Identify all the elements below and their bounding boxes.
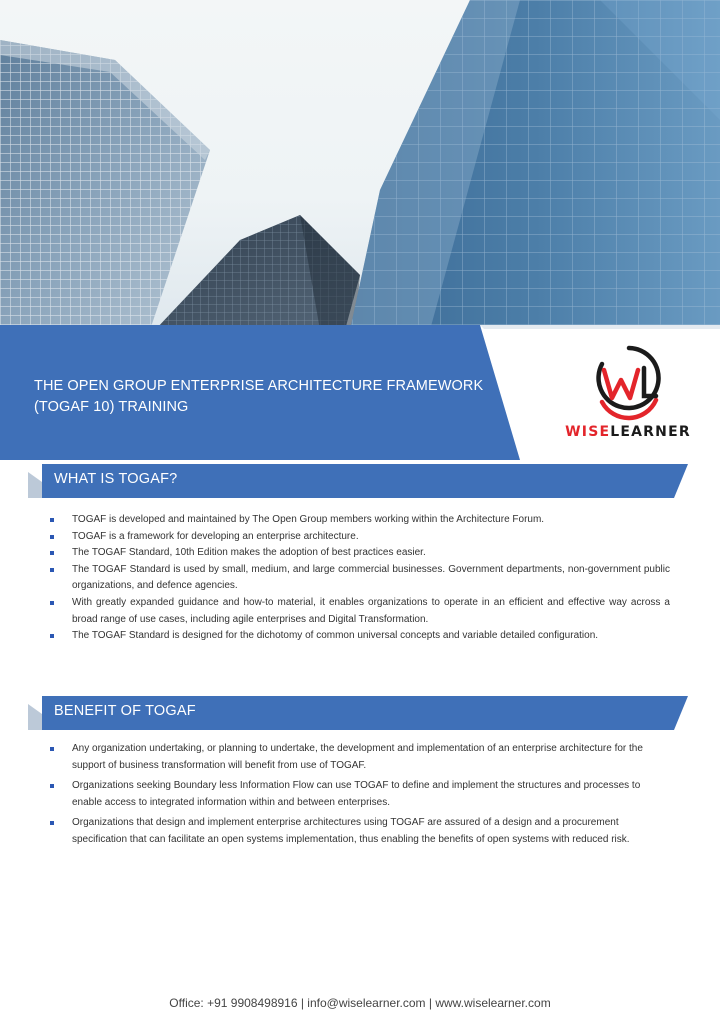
bullet-square-icon xyxy=(50,551,54,555)
section-heading: WHAT IS TOGAF? xyxy=(54,471,178,487)
list-item-text: With greatly expanded guidance and how-to material, it enables organizations to operate in an efficient and effective way across a broad range of use cases, including agile enterprises and Digital Transformation. xyxy=(72,596,670,625)
list-item xyxy=(48,595,670,628)
list-item xyxy=(48,562,670,595)
list-item xyxy=(48,545,670,562)
benefit-of-togaf-list xyxy=(48,741,648,853)
section-header-what-is-togaf xyxy=(28,464,688,498)
list-item-text: Organizations seeking Boundary less Information Flow can use TOGAF to define and implement the structures and processes to enable access to integrated information within and between enterprises. xyxy=(72,780,641,808)
list-item-text: TOGAF is a framework for developing an enterprise architecture. xyxy=(72,530,359,542)
list-item xyxy=(48,815,648,848)
bullet-square-icon xyxy=(50,568,54,572)
logo-word-learner: LEARNER xyxy=(610,424,691,440)
bullet-square-icon xyxy=(50,518,54,522)
hero-skyscraper-image xyxy=(0,0,720,330)
wl-monogram-icon xyxy=(594,344,664,422)
title-line-1: THE OPEN GROUP ENTERPRISE ARCHITECTURE FRAMEWORK xyxy=(34,378,484,394)
list-item-text: The TOGAF Standard is used by small, medium, and large commercial businesses. Government departments, non-government public organizations, and defence agencies. xyxy=(72,563,670,592)
list-item xyxy=(48,529,670,546)
bullet-square-icon xyxy=(50,821,54,825)
list-item xyxy=(48,778,648,811)
bullet-square-icon xyxy=(50,601,54,605)
page-title xyxy=(34,376,504,418)
bullet-square-icon xyxy=(50,634,54,638)
skyscraper-illustration xyxy=(0,0,720,330)
list-item-text: The TOGAF Standard is designed for the dichotomy of common universal concepts and variable detailed configuration. xyxy=(72,630,599,642)
list-item xyxy=(48,512,670,529)
list-item-text: Organizations that design and implement enterprise architectures using TOGAF are assured of a design and a procurement specification that can facilitate an open systems implementation, thus enabling the benefits of open systems with reduced risk. xyxy=(72,817,630,845)
wiselearner-logo xyxy=(548,344,708,444)
what-is-togaf-list xyxy=(48,512,670,645)
list-item-text: TOGAF is developed and maintained by The Open Group members working within the Architecture Forum. xyxy=(72,514,545,525)
bullet-square-icon xyxy=(50,747,54,751)
list-item-text: The TOGAF Standard, 10th Edition makes the adoption of best practices easier. xyxy=(72,547,426,559)
list-item-text: Any organization undertaking, or planning to undertake, the development and implementation of an enterprise architecture for the support of business transformation will benefit from use of TOGAF. xyxy=(72,743,643,771)
logo-wordmark xyxy=(548,424,708,440)
title-line-2: (TOGAF 10) TRAINING xyxy=(34,399,189,415)
list-item xyxy=(48,741,648,774)
footer-contact: Office: +91 9908498916 | info@wiselearner.com | www.wiselearner.com xyxy=(169,996,551,1010)
list-item xyxy=(48,628,670,645)
section-heading: BENEFIT OF TOGAF xyxy=(54,703,196,719)
logo-word-wise: WISE xyxy=(565,424,611,440)
bullet-square-icon xyxy=(50,535,54,539)
section-header-benefit-of-togaf xyxy=(28,696,688,730)
bullet-square-icon xyxy=(50,784,54,788)
